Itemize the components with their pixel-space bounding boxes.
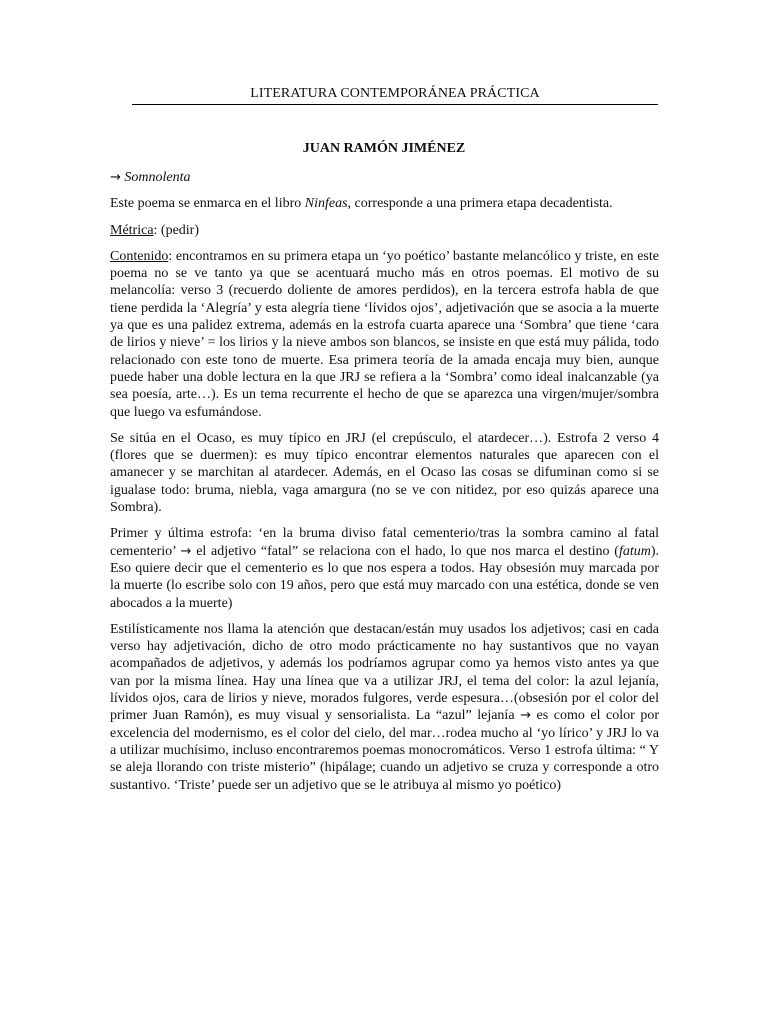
arrow-right-icon: → [180,543,192,559]
contenido-text: : encontramos en su primera etapa un ‘yo poético’ bastante melancólico y triste, en este poema no se ve tanto ya que se acentuará mucho más en otros poemas. El motivo de su melancolía: verso 3 (recuerdo doliente de amores perdidos), en la tercera estrofa habla de que tiene perdida la ‘Alegría’ y esta alegría tiene ‘lívidos ojos’, adjetivación que se asocia a la muerte ya que es una palidez extrema, además en la estrofa cuarta aparece una ‘Sombra’ que tiene ‘cara de lirios y nieve’ = los lirios y la nieve ambos son blancos, se insiste en que está muy pálida, todo relacionado con este tono de muerte. Esa primera teoría de la amada encaja muy bien, aunque puede haber una doble lectura en la que JRJ se refiera a la ‘Sombra’ como ideal inalcanzable (ya sea poesía, arte…). Es un tema recurrente el hecho de que se aparezca una virgen/mujer/sombra que luego va esfumándose. [110,248,659,420]
running-header: LITERATURA CONTEMPORÁNEA PRÁCTICA [250,86,540,101]
header-rule [132,104,658,105]
estrofa-text-start: Primer y última estrofa: ‘en la bruma diviso fatal cementerio/tras la sombra camino al fatal cementerio’ [110,526,659,559]
contenido-paragraph [110,248,659,421]
contenido-label: Contenido [110,248,169,264]
estrofa-text-end: ). Eso quiere decir que el cementerio es lo que nos espera a todos. Hay obsesión muy marcada por la muerte (lo escribe solo con 19 años, pero que está muy marcado con una estética, donde se ven abocados a la muerte) [110,543,659,611]
document-body [110,169,659,803]
metrica-label: Métrica [110,222,154,238]
book-title: Ninfeas [304,196,348,212]
ocaso-paragraph: Se sitúa en el Ocaso, es muy típico en JRJ (el crepúsculo, el atardecer…). Estrofa 2 verso 4 (flores que se duermen): es muy típico encontrar elementos naturales que aparecen con el amanecer y se marchitan al atardecer. Además, en el Ocaso las cosas se difuminan como si se igualase todo: bruma, niebla, vaga amargura (no se ve con nitidez, por eso quizás aparece una Sombra). [110,430,659,516]
estrofa-paragraph [110,525,659,611]
poem-title-line [110,169,659,186]
arrow-right-icon: → [520,708,531,724]
estrofa-text-mid: el adjetivo “fatal” se relaciona con el hado, lo que nos marca el destino ( [191,543,619,559]
intro-paragraph [110,195,659,212]
fatum-word: fatum [618,543,651,559]
estilo-text-start: Estilísticamente nos llama la atención que destacan/están muy usados los adjetivos; casi en cada verso hay adjetivación, dicho de otro modo prácticamente no hay sustantivos que no vayan acompañados de adjetivos, y además los podríamos agrupar como ya hemos visto antes ya que van por la misma línea. Hay una línea que va a utilizar JRJ, el tema del color: la azul lejanía, lívidos ojos, cara de lirios y nieve, morados fulgores, verde espesura…(obsesión por el color del primer Juan Ramón), es muy visual y sensorialista. La “azul” lejanía [110,621,659,724]
estilo-text-end: es como el color por excelencia del modernismo, es el color del cielo, del mar…rodea mucho al ‘yo lírico’ y JRJ lo va a utilizar muchísimo, incluso encontraremos poemas monocromáticos. Verso 1 estrofa última: “ Y se aleja llorando con triste misterio” (hipálage; cuando un adjetivo se cruza y corresponde a otro sustantivo. ‘Triste’ puede ser un adjetivo que se le atribuya al mismo yo poético) [110,708,659,793]
poem-title: Somnolenta [124,170,191,185]
metrica-text: : (pedir) [153,222,200,238]
author-title: JUAN RAMÓN JIMÉNEZ [302,141,466,156]
estilo-paragraph [110,621,659,794]
intro-text-start: Este poema se enmarca en el libro [110,196,305,212]
metrica-paragraph [110,222,659,239]
intro-text-end: , corresponde a una primera etapa decadentista. [347,196,613,212]
arrow-right-icon: → [110,170,121,185]
